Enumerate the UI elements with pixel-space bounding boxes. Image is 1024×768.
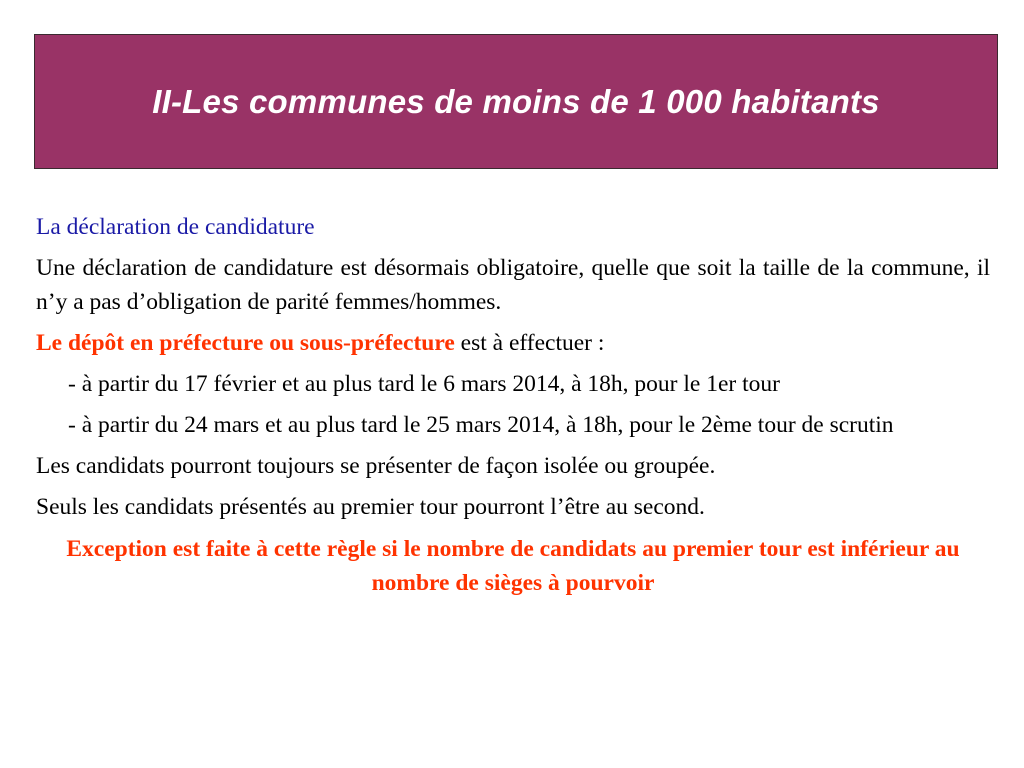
paragraph-candidates: Les candidats pourront toujours se présenter de façon isolée ou groupée. [36,453,716,479]
section-subtitle: La déclaration de candidature [36,214,315,240]
bullet-second-round: - à partir du 24 mars et au plus tard le 25 mars 2014, à 18h, pour le 2ème tour de scrutin [68,412,894,438]
bullet-first-round: - à partir du 17 février et au plus tard le 6 mars 2014, à 18h, pour le 1er tour [68,371,780,397]
depot-highlight: Le dépôt en préfecture ou sous-préfecture [36,330,455,356]
page-title: II-Les communes de moins de 1 000 habitants [152,82,880,120]
depot-rest: est à effectuer : [454,330,605,356]
slide-body [36,210,990,607]
paragraph-second-round: Seuls les candidats présentés au premier tour pourront l’être au second. [36,494,705,520]
paragraph-depot [36,326,990,360]
exception-note: Exception est faite à cette règle si le nombre de candidats au premier tour est inférieur au nombre de sièges à pourvoir [66,536,960,596]
paragraph-declaration: Une déclaration de candidature est désormais obligatoire, quelle que soit la taille de la commune, il n’y a pas d’obligation de parité femmes/hommes. [36,255,990,315]
title-banner [34,34,998,169]
